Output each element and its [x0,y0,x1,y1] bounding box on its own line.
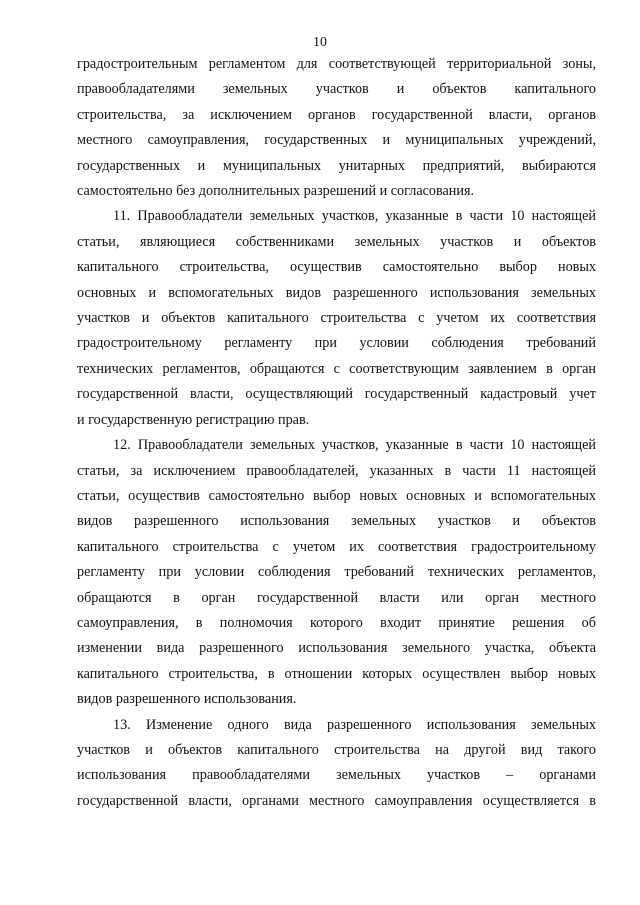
text-line: капитального строительства, в отношении которых осуществлен выбор новых [77,665,596,682]
paragraph-item-11 [77,204,596,433]
text-line: правообладателями земельных участков и объектов капитального [77,81,596,98]
paragraph-item-13 [77,713,596,815]
text-line: градостроительным регламентом для соответствующей территориальной зоны, [77,56,596,72]
text-line: местного самоуправления, государственных и муниципальных учреждений, [77,132,596,149]
text-line: статьи, являющиеся собственниками земельных участков и объектов [77,233,596,250]
text-line: 13. Изменение одного вида разрешенного использования земельных [113,716,596,733]
text-line: градостроительному регламенту при условии соблюдения требований [77,335,596,352]
text-line: самоуправления, в полномочия которого входит принятие решения об [77,614,596,631]
text-line: участков и объектов капитального строительства на другой вид такого [77,741,596,758]
text-line: 11. Правообладатели земельных участков, указанные в части 10 настоящей [113,208,596,225]
text-line: обращаются в орган государственной власти или орган местного [77,589,596,606]
text-line: статьи, осуществив самостоятельно выбор новых основных и вспомогательных [77,487,596,504]
text-line: изменении вида разрешенного использования земельного участка, объекта [77,640,596,657]
text-line: государственных и муниципальных унитарных предприятий, выбираются [77,157,596,174]
text-line: капитального строительства, осуществив самостоятельно выбор новых [77,259,596,276]
text-line: видов разрешенного использования. [77,691,297,708]
text-line: участков и объектов капитального строительства с учетом их соответствия [77,310,596,327]
text-line: использования правообладателями земельных участков – органами [77,767,596,784]
text-line: видов разрешенного использования земельных участков и объектов [77,513,596,530]
text-line: государственной власти, органами местного самоуправления осуществляется в [77,792,596,809]
text-line: и государственную регистрацию прав. [77,411,310,428]
paragraph-continuation [77,52,596,204]
text-line: самостоятельно без дополнительных разрешений и согласования. [77,183,475,200]
body-text [77,52,596,814]
text-line: 12. Правообладатели земельных участков, указанные в части 10 настоящей [113,437,596,454]
text-line: капитального строительства с учетом их соответствия градостроительному [77,538,596,555]
text-line: строительства, за исключением органов государственной власти, органов [77,106,596,123]
page-number: 10 [313,35,327,50]
text-line: технических регламентов, обращаются с соответствующим заявлением в орган [77,360,596,377]
text-line: основных и вспомогательных видов разрешенного использования земельных [77,284,596,301]
text-line: регламенту при условии соблюдения требований технических регламентов, [77,564,596,581]
text-line: государственной власти, осуществляющий государственный кадастровый учет [77,386,596,403]
paragraph-item-12 [77,433,596,712]
text-line: статьи, за исключением правообладателей, указанных в части 11 настоящей [77,462,596,479]
